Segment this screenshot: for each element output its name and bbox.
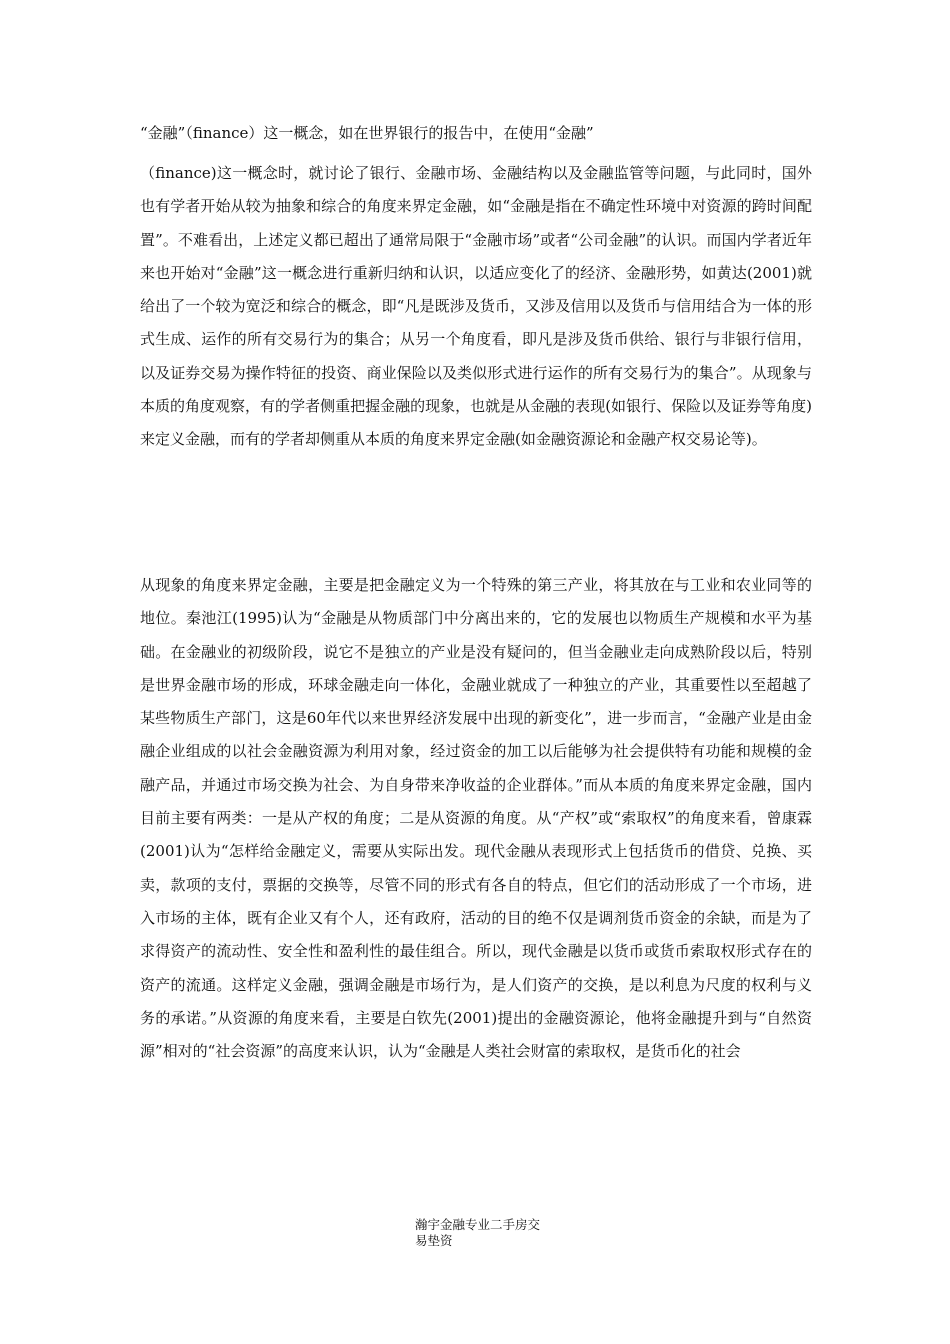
footer-note: 瀚宇金融专业二手房交易垫资	[415, 1217, 541, 1248]
lead-line: “金融”（finance）这一概念，如在世界银行的报告中，在使用“金融”	[140, 124, 594, 142]
body-paragraph-1: （finance)这一概念时，就讨论了银行、金融市场、金融结构以及金融监管等问题，与此同时，国外也有学者开始从较为抽象和综合的角度来界定金融，如“金融是指在不确定性环境中对资源的跨时间配置”。不难看出，上述定义都已超出了通常局限于“金融市场”或者“公司金融”的认识。而国内学者近年来也开始对“金融”这一概念进行重新归纳和认识，以适应变化了的经济、金融形势，如黄达(2001)就给出了一个较为宽泛和综合的概念，即“凡是既涉及货币，又涉及信用以及货币与信用结合为一体的形式生成、运作的所有交易行为的集合；从另一个角度看，即凡是涉及货币供给、银行与非银行信用，以及证券交易为操作特征的投资、商业保险以及类似形式进行运作的所有交易行为的集合”。从现象与本质的角度观察，有的学者侧重把握金融的现象，也就是从金融的表现(如银行、保险以及证券等角度)来定义金融，而有的学者却侧重从本质的角度来界定金融(如金融资源论和金融产权交易论等)。	[140, 164, 812, 449]
body-paragraph-2: 从现象的角度来界定金融，主要是把金融定义为一个特殊的第三产业，将其放在与工业和农业同等的地位。秦池江(1995)认为“金融是从物质部门中分离出来的，它的发展也以物质生产规模和水平为基础。在金融业的初级阶段，说它不是独立的产业是没有疑问的，但当金融业走向成熟阶段以后，特别是世界金融市场的形成，环球金融走向一体化，金融业就成了一种独立的产业，其重要性以至超越了某些物质生产部门，这是60年代以来世界经济发展中出现的新变化”，进一步而言，“金融产业是由金融企业组成的以社会金融资源为利用对象，经过资金的加工以后能够为社会提供特有功能和规模的金融产品，并通过市场交换为社会、为自身带来净收益的企业群体。”而从本质的角度来界定金融，国内目前主要有两类：一是从产权的角度；二是从资源的角度。从“产权”或“索取权”的角度来看，曾康霖(2001)认为“怎样给金融定义，需要从实际出发。现代金融从表现形式上包括货币的借贷、兑换、买卖，款项的支付，票据的交换等，尽管不同的形式有各自的特点，但它们的活动形成了一个市场，进入市场的主体，既有企业又有个人，还有政府，活动的目的绝不仅是调剂货币资金的余缺，而是为了求得资产的流动性、安全性和盈利性的最佳组合。所以，现代金融是以货币或货币索取权形式存在的资产的流通。这样定义金融，强调金融是市场行为，是人们资产的交换，是以利息为尺度的权利与义务的承诺。”从资源的角度来看，主要是白钦先(2001)提出的金融资源论，他将金融提升到与“自然资源”相对的“社会资源”的高度来认识，认为“金融是人类社会财富的索取权，是货币化的社会	[140, 576, 812, 1061]
